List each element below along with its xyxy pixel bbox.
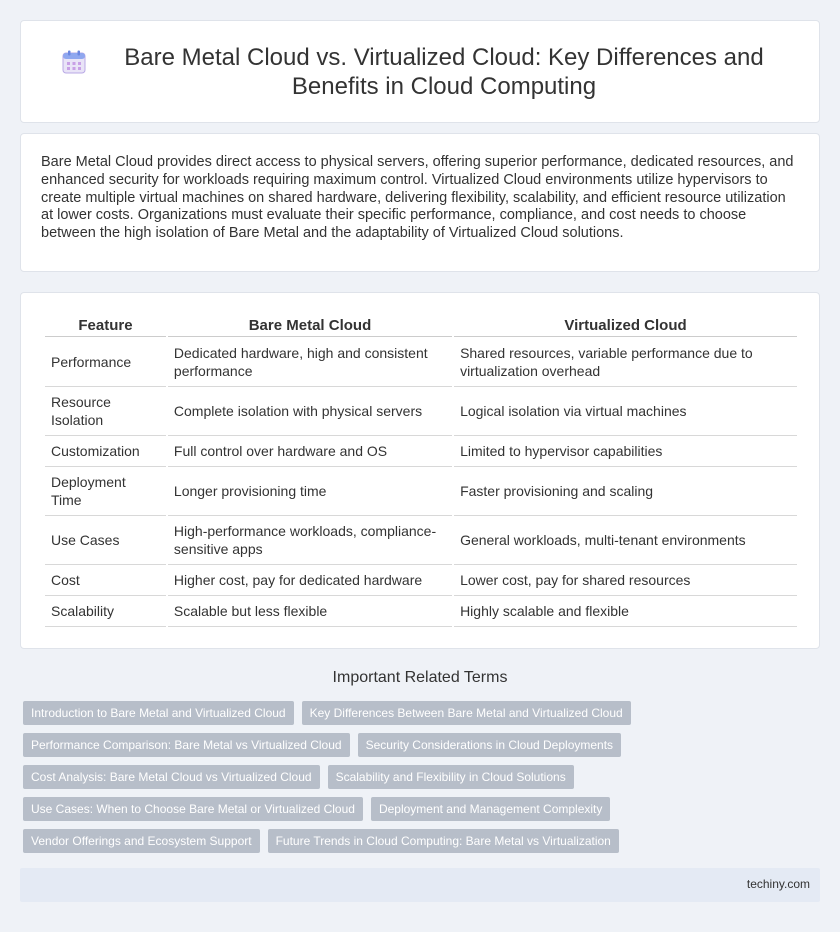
table-cell-feature: Customization (45, 436, 166, 467)
page-title: Bare Metal Cloud vs. Virtualized Cloud: Key Differences and Benefits in Cloud Computing (124, 43, 764, 100)
table-row (45, 337, 797, 387)
table-cell-bare-metal: Full control over hardware and OS (168, 436, 452, 467)
table-cell-bare-metal: Longer provisioning time (168, 467, 452, 516)
table-cell-feature: Resource Isolation (45, 387, 166, 436)
table-row (45, 387, 797, 436)
column-header-virtualized: Virtualized Cloud (454, 313, 797, 337)
related-terms-list (20, 701, 820, 861)
table-cell-feature: Performance (45, 337, 166, 387)
site-name[interactable]: techiny.com (746, 877, 810, 891)
table-cell-bare-metal: Scalable but less flexible (168, 596, 452, 627)
table-cell-virtualized: Highly scalable and flexible (454, 596, 797, 627)
related-term-link[interactable]: Vendor Offerings and Ecosystem Support (23, 829, 260, 853)
table-cell-virtualized: Faster provisioning and scaling (454, 467, 797, 516)
table-cell-bare-metal: Dedicated hardware, high and consistent performance (168, 337, 452, 387)
related-term-link[interactable]: Cost Analysis: Bare Metal Cloud vs Virtualized Cloud (23, 765, 320, 789)
column-header-feature: Feature (45, 313, 166, 337)
table-cell-bare-metal: High-performance workloads, compliance-sensitive apps (168, 516, 452, 565)
table-cell-feature: Scalability (45, 596, 166, 627)
tag-row (20, 701, 820, 725)
table-cell-virtualized: General workloads, multi-tenant environments (454, 516, 797, 565)
table-cell-feature: Cost (45, 565, 166, 596)
related-term-link[interactable]: Key Differences Between Bare Metal and Virtualized Cloud (302, 701, 631, 725)
tag-row (20, 765, 820, 789)
calendar-icon (61, 49, 87, 75)
table-cell-virtualized: Shared resources, variable performance due to virtualization overhead (454, 337, 797, 387)
table-cell-bare-metal: Higher cost, pay for dedicated hardware (168, 565, 452, 596)
table-cell-virtualized: Lower cost, pay for shared resources (454, 565, 797, 596)
table-cell-virtualized: Limited to hypervisor capabilities (454, 436, 797, 467)
table-row (45, 436, 797, 467)
footer-bar (20, 868, 820, 902)
comparison-table-card (20, 292, 820, 649)
table-header-row (45, 313, 797, 337)
table-row (45, 467, 797, 516)
tag-row (20, 797, 820, 821)
related-term-link[interactable]: Use Cases: When to Choose Bare Metal or Virtualized Cloud (23, 797, 363, 821)
column-header-bare-metal: Bare Metal Cloud (168, 313, 452, 337)
table-cell-feature: Use Cases (45, 516, 166, 565)
tag-row (20, 733, 820, 757)
table-cell-virtualized: Logical isolation via virtual machines (454, 387, 797, 436)
related-term-link[interactable]: Deployment and Management Complexity (371, 797, 610, 821)
related-term-link[interactable]: Performance Comparison: Bare Metal vs Virtualized Cloud (23, 733, 350, 757)
tag-row (20, 829, 820, 853)
table-cell-bare-metal: Complete isolation with physical servers (168, 387, 452, 436)
related-term-link[interactable]: Security Considerations in Cloud Deployments (358, 733, 621, 757)
related-term-link[interactable]: Future Trends in Cloud Computing: Bare Metal vs Virtualization (268, 829, 619, 853)
comparison-table (43, 313, 799, 627)
table-row (45, 596, 797, 627)
related-term-link[interactable]: Introduction to Bare Metal and Virtualized Cloud (23, 701, 294, 725)
related-term-link[interactable]: Scalability and Flexibility in Cloud Solutions (328, 765, 574, 789)
intro-card (20, 133, 820, 272)
related-terms-heading: Important Related Terms (332, 669, 508, 686)
intro-text: Bare Metal Cloud provides direct access to physical servers, offering superior performance, dedicated resources, and enhanced security for workloads requiring maximum control. Virtualized Cloud environments utilize hypervisors to create multiple virtual machines on shared hardware, delivering flexibility, scalability, and efficient resource utilization at lower costs. Organizations must evaluate their specific performance, compliance, and cost needs to choose between the high isolation of Bare Metal and the adaptability of Virtualized Cloud solutions. (41, 154, 794, 242)
table-cell-feature: Deployment Time (45, 467, 166, 516)
title-card (20, 20, 820, 123)
table-row (45, 565, 797, 596)
table-row (45, 516, 797, 565)
